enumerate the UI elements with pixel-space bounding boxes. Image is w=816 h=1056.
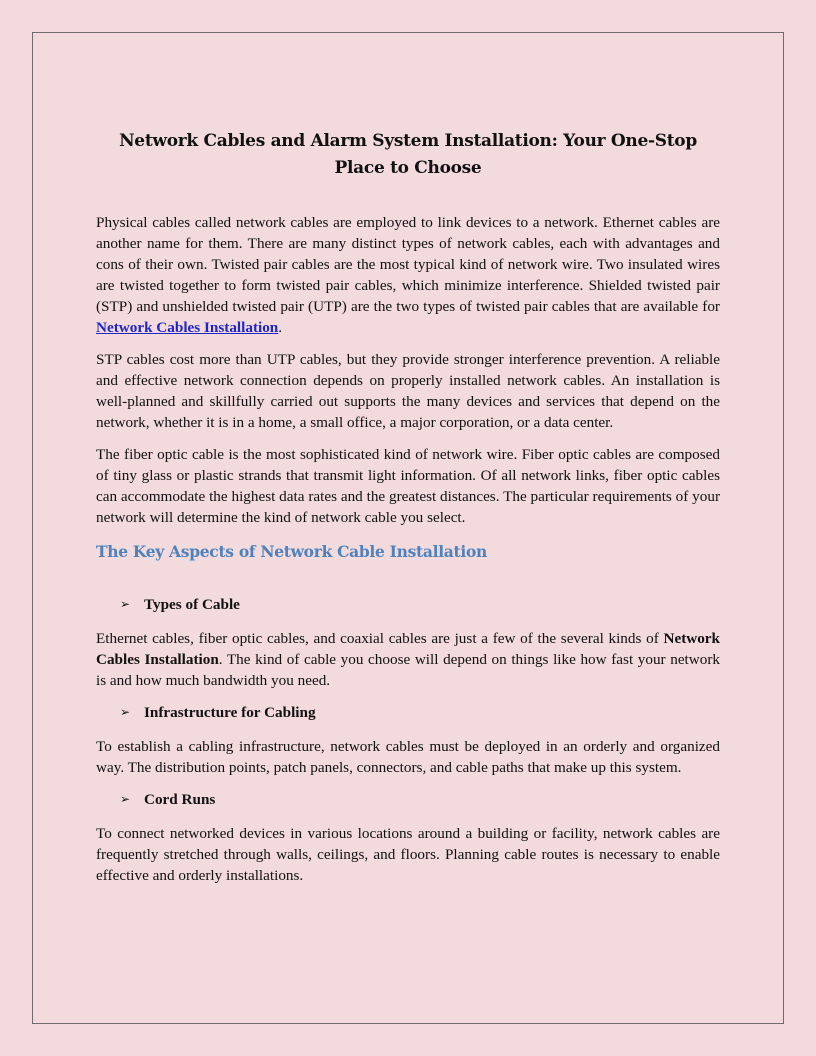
arrow-bullet-icon: ➢ [120, 597, 131, 611]
arrow-bullet-icon: ➢ [120, 792, 131, 806]
bullet-cord-runs [120, 789, 720, 810]
arrow-bullet-icon: ➢ [120, 705, 131, 719]
bullet-title: Cord Runs [144, 791, 216, 808]
paragraph-text: . The kind of cable you choose will depend on things like how fast your network is and how much bandwidth you need. [96, 651, 720, 689]
section-heading: The Key Aspects of Network Cable Installation [96, 542, 487, 561]
paragraph-text: Ethernet cables, fiber optic cables, and coaxial cables are just a few of the several kinds of [96, 630, 664, 647]
paragraph-fiber-optic: The fiber optic cable is the most sophisticated kind of network wire. Fiber optic cables are composed of tiny glass or plastic strands that transmit light information. Of all network links, fiber optic cables can accommodate the highest data rates and the greatest distances. The particular requirements of your network will determine the kind of network cable you select. [96, 446, 720, 526]
paragraph-types-of-cable [96, 628, 720, 691]
bullet-title: Infrastructure for Cabling [144, 704, 316, 721]
network-cables-installation-link[interactable]: Network Cables Installation [96, 319, 279, 336]
document-body [96, 128, 720, 897]
bullet-types-of-cable [120, 594, 720, 615]
bullet-title: Types of Cable [144, 596, 240, 613]
bold-term: Network Cables Installation [96, 630, 720, 668]
paragraph-intro-end: . [278, 319, 283, 336]
bullet-infrastructure [120, 702, 720, 723]
paragraph-cord-runs: To connect networked devices in various locations around a building or facility, network cables are frequently stretched through walls, ceilings, and floors. Planning cable routes is necessary to enable effective and orderly installations. [96, 825, 720, 884]
paragraph-stp-utp: STP cables cost more than UTP cables, but they provide stronger interference prevention. A reliable and effective network connection depends on properly installed network cables. An installation is well-planned and skillfully carried out supports the many devices and services that depend on the network, whether it is in a home, a small office, a major corporation, or a data center. [96, 351, 720, 431]
document-title: Network Cables and Alarm System Installation: Your One-Stop Place to Choose [119, 131, 697, 178]
paragraph-intro-text: Physical cables called network cables are employed to link devices to a network. Ethernet cables are another name for them. There are many distinct types of network cables, each with advantages and cons of their own. Twisted pair cables are the most typical kind of network wire. Two insulated wires are twisted together to form twisted pair cables, which minimize interference. Shielded twisted pair (STP) and unshielded twisted pair (UTP) are the two types of twisted pair cables that are available for [96, 214, 720, 315]
paragraph-infrastructure: To establish a cabling infrastructure, network cables must be deployed in an orderly and organized way. The distribution points, patch panels, connectors, and cable paths that make up this system. [96, 738, 720, 776]
paragraph-intro [96, 212, 720, 338]
